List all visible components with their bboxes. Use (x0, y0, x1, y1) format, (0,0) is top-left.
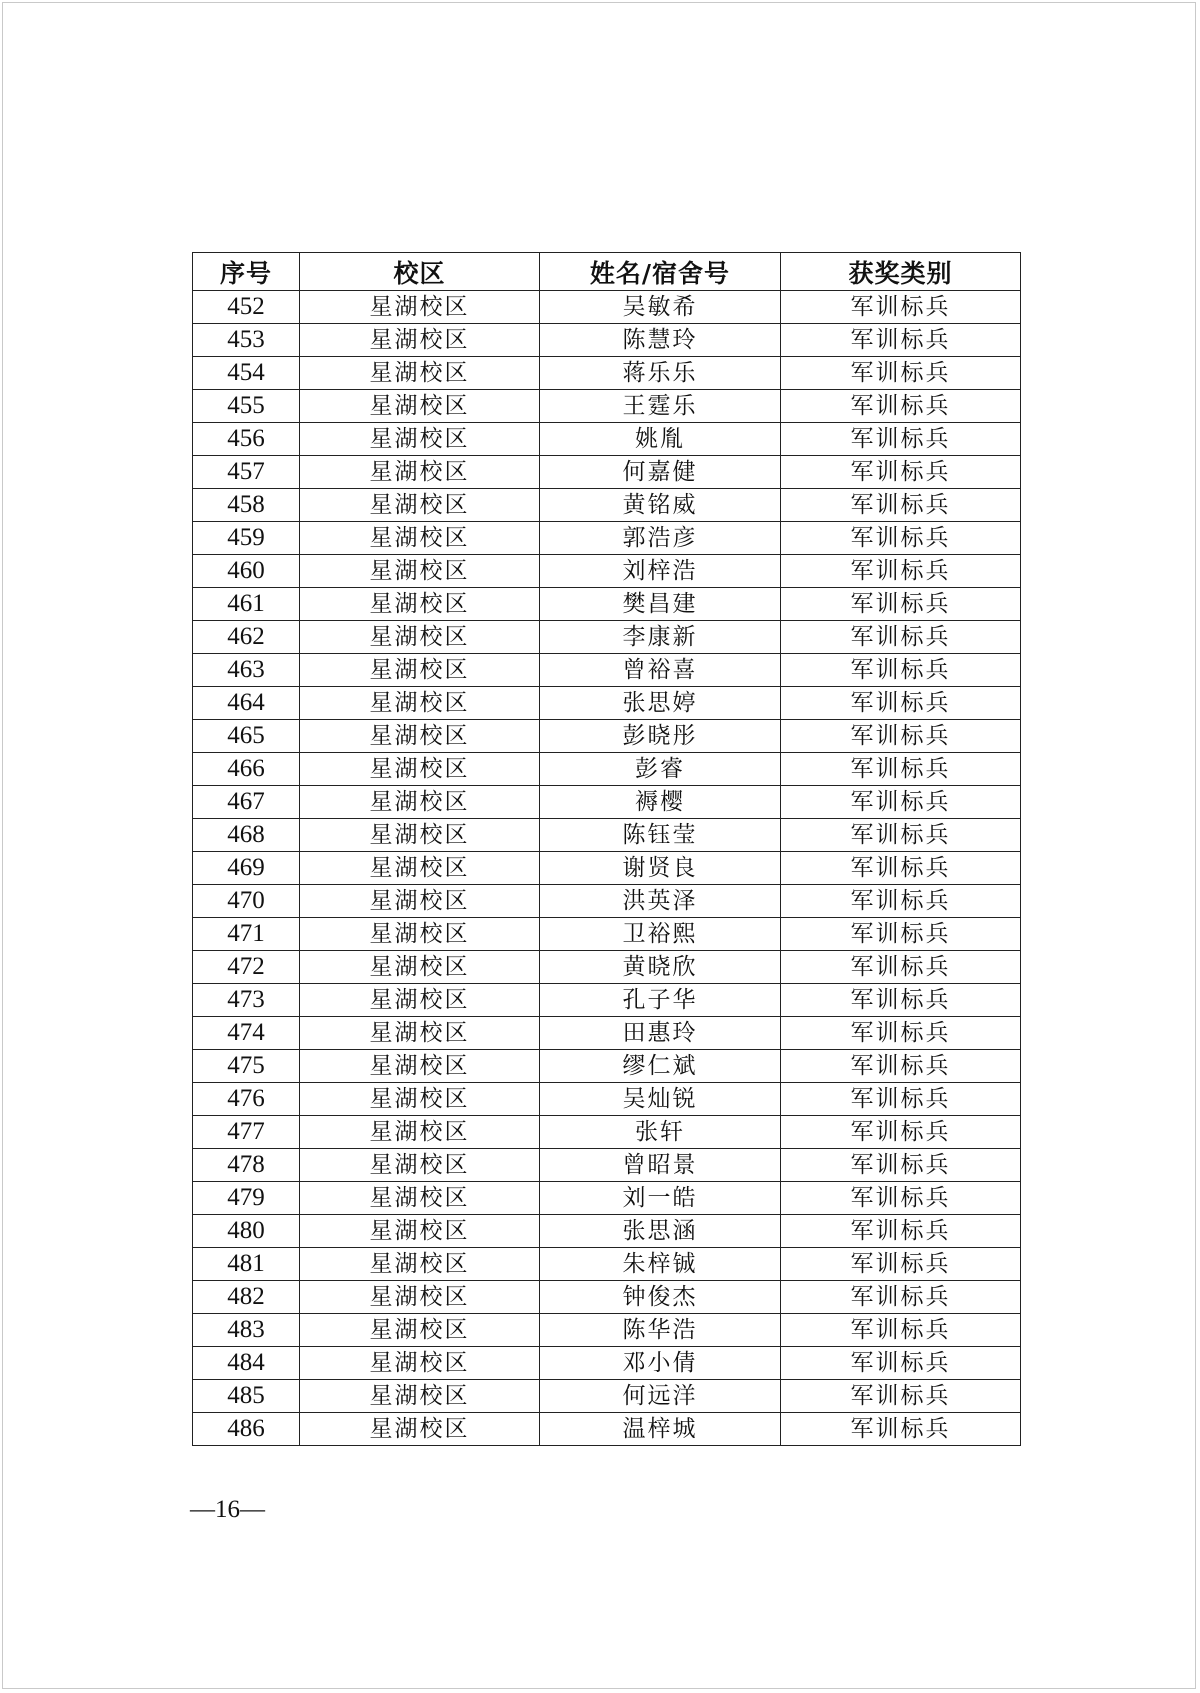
cell-campus: 星湖校区 (300, 621, 540, 654)
table-row (193, 918, 1021, 951)
cell-name: 缪仁斌 (540, 1050, 781, 1083)
header-row (193, 253, 1021, 291)
cell-award: 军训标兵 (781, 1347, 1021, 1380)
cell-campus: 星湖校区 (300, 456, 540, 489)
cell-name: 王霆乐 (540, 390, 781, 423)
cell-campus: 星湖校区 (300, 489, 540, 522)
table-row (193, 720, 1021, 753)
cell-name: 田惠玲 (540, 1017, 781, 1050)
cell-award: 军训标兵 (781, 1248, 1021, 1281)
cell-campus: 星湖校区 (300, 1347, 540, 1380)
cell-name: 何远洋 (540, 1380, 781, 1413)
cell-name: 黄铭威 (540, 489, 781, 522)
cell-campus: 星湖校区 (300, 753, 540, 786)
cell-name: 邓小倩 (540, 1347, 781, 1380)
cell-campus: 星湖校区 (300, 1248, 540, 1281)
cell-campus: 星湖校区 (300, 1116, 540, 1149)
cell-name: 陈钰莹 (540, 819, 781, 852)
cell-index: 454 (193, 357, 300, 390)
cell-name: 彭睿 (540, 753, 781, 786)
cell-campus: 星湖校区 (300, 720, 540, 753)
cell-award: 军训标兵 (781, 489, 1021, 522)
cell-award: 军训标兵 (781, 522, 1021, 555)
cell-campus: 星湖校区 (300, 555, 540, 588)
cell-campus: 星湖校区 (300, 1050, 540, 1083)
table-row (193, 654, 1021, 687)
table-row (193, 1314, 1021, 1347)
table-row (193, 819, 1021, 852)
cell-campus: 星湖校区 (300, 390, 540, 423)
cell-campus: 星湖校区 (300, 918, 540, 951)
cell-campus: 星湖校区 (300, 885, 540, 918)
cell-index: 466 (193, 753, 300, 786)
cell-name: 蒋乐乐 (540, 357, 781, 390)
cell-award: 军训标兵 (781, 324, 1021, 357)
cell-award: 军训标兵 (781, 1149, 1021, 1182)
cell-index: 455 (193, 390, 300, 423)
cell-index: 459 (193, 522, 300, 555)
cell-award: 军训标兵 (781, 1215, 1021, 1248)
cell-index: 480 (193, 1215, 300, 1248)
cell-campus: 星湖校区 (300, 357, 540, 390)
cell-campus: 星湖校区 (300, 1281, 540, 1314)
table-row (193, 852, 1021, 885)
cell-award: 军训标兵 (781, 456, 1021, 489)
cell-award: 军训标兵 (781, 819, 1021, 852)
table-row (193, 324, 1021, 357)
cell-award: 军训标兵 (781, 357, 1021, 390)
table-row (193, 1380, 1021, 1413)
header-campus: 校区 (300, 253, 540, 291)
table-row (193, 786, 1021, 819)
cell-award: 军训标兵 (781, 687, 1021, 720)
cell-award: 军训标兵 (781, 1182, 1021, 1215)
cell-name: 陈慧玲 (540, 324, 781, 357)
table-row (193, 456, 1021, 489)
cell-campus: 星湖校区 (300, 819, 540, 852)
header-name: 姓名/宿舍号 (540, 253, 781, 291)
table-row (193, 984, 1021, 1017)
table-row (193, 687, 1021, 720)
cell-award: 军训标兵 (781, 588, 1021, 621)
table-row (193, 423, 1021, 456)
cell-campus: 星湖校区 (300, 786, 540, 819)
cell-campus: 星湖校区 (300, 588, 540, 621)
cell-index: 467 (193, 786, 300, 819)
table-body (193, 291, 1021, 1446)
table-row (193, 1248, 1021, 1281)
cell-name: 李康新 (540, 621, 781, 654)
cell-award: 军训标兵 (781, 951, 1021, 984)
cell-index: 460 (193, 555, 300, 588)
table-row (193, 951, 1021, 984)
cell-campus: 星湖校区 (300, 951, 540, 984)
cell-index: 453 (193, 324, 300, 357)
table-row (193, 1116, 1021, 1149)
table-header (193, 253, 1021, 291)
cell-index: 475 (193, 1050, 300, 1083)
cell-index: 471 (193, 918, 300, 951)
cell-campus: 星湖校区 (300, 522, 540, 555)
cell-index: 483 (193, 1314, 300, 1347)
cell-campus: 星湖校区 (300, 1314, 540, 1347)
cell-award: 军训标兵 (781, 786, 1021, 819)
cell-index: 476 (193, 1083, 300, 1116)
cell-index: 485 (193, 1380, 300, 1413)
cell-campus: 星湖校区 (300, 1182, 540, 1215)
cell-name: 张思婷 (540, 687, 781, 720)
cell-name: 吴灿锐 (540, 1083, 781, 1116)
cell-name: 洪英泽 (540, 885, 781, 918)
table-row (193, 291, 1021, 324)
cell-name: 张轩 (540, 1116, 781, 1149)
cell-campus: 星湖校区 (300, 291, 540, 324)
cell-index: 478 (193, 1149, 300, 1182)
table-row (193, 1215, 1021, 1248)
cell-award: 军训标兵 (781, 654, 1021, 687)
cell-name: 郭浩彦 (540, 522, 781, 555)
cell-index: 452 (193, 291, 300, 324)
cell-index: 469 (193, 852, 300, 885)
cell-name: 姚胤 (540, 423, 781, 456)
table-row (193, 555, 1021, 588)
table-row (193, 1281, 1021, 1314)
cell-award: 军训标兵 (781, 984, 1021, 1017)
cell-award: 军训标兵 (781, 1083, 1021, 1116)
cell-award: 军训标兵 (781, 1413, 1021, 1446)
table-row (193, 1182, 1021, 1215)
cell-name: 彭晓彤 (540, 720, 781, 753)
award-list-table (192, 252, 1021, 1446)
cell-award: 军训标兵 (781, 1116, 1021, 1149)
cell-name: 刘一皓 (540, 1182, 781, 1215)
header-award: 获奖类别 (781, 253, 1021, 291)
cell-index: 481 (193, 1248, 300, 1281)
table-row (193, 1347, 1021, 1380)
table-row (193, 1050, 1021, 1083)
cell-index: 474 (193, 1017, 300, 1050)
cell-name: 温梓城 (540, 1413, 781, 1446)
table-row (193, 1083, 1021, 1116)
cell-name: 孔子华 (540, 984, 781, 1017)
header-index: 序号 (193, 253, 300, 291)
cell-campus: 星湖校区 (300, 1017, 540, 1050)
cell-index: 457 (193, 456, 300, 489)
cell-name: 曾裕喜 (540, 654, 781, 687)
cell-name: 陈华浩 (540, 1314, 781, 1347)
cell-name: 朱梓铖 (540, 1248, 781, 1281)
table-row (193, 1149, 1021, 1182)
table-row (193, 357, 1021, 390)
cell-index: 473 (193, 984, 300, 1017)
cell-award: 军训标兵 (781, 555, 1021, 588)
cell-award: 军训标兵 (781, 918, 1021, 951)
page-number: —16— (190, 1496, 265, 1523)
cell-award: 军训标兵 (781, 390, 1021, 423)
cell-award: 军训标兵 (781, 621, 1021, 654)
cell-name: 褥樱 (540, 786, 781, 819)
cell-name: 刘梓浩 (540, 555, 781, 588)
cell-award: 军训标兵 (781, 1380, 1021, 1413)
cell-campus: 星湖校区 (300, 687, 540, 720)
cell-award: 军训标兵 (781, 852, 1021, 885)
cell-index: 484 (193, 1347, 300, 1380)
cell-award: 军训标兵 (781, 753, 1021, 786)
cell-name: 谢贤良 (540, 852, 781, 885)
table-row (193, 390, 1021, 423)
table-row (193, 489, 1021, 522)
cell-award: 军训标兵 (781, 291, 1021, 324)
cell-index: 463 (193, 654, 300, 687)
table-row (193, 588, 1021, 621)
cell-award: 军训标兵 (781, 1050, 1021, 1083)
cell-index: 464 (193, 687, 300, 720)
cell-name: 黄晓欣 (540, 951, 781, 984)
cell-award: 军训标兵 (781, 423, 1021, 456)
table-row (193, 1017, 1021, 1050)
table-row (193, 621, 1021, 654)
cell-campus: 星湖校区 (300, 984, 540, 1017)
cell-index: 472 (193, 951, 300, 984)
cell-index: 479 (193, 1182, 300, 1215)
cell-index: 482 (193, 1281, 300, 1314)
cell-index: 456 (193, 423, 300, 456)
cell-name: 樊昌建 (540, 588, 781, 621)
cell-campus: 星湖校区 (300, 654, 540, 687)
table-row (193, 1413, 1021, 1446)
cell-campus: 星湖校区 (300, 1149, 540, 1182)
cell-award: 军训标兵 (781, 720, 1021, 753)
cell-campus: 星湖校区 (300, 1380, 540, 1413)
cell-campus: 星湖校区 (300, 423, 540, 456)
table-row (193, 753, 1021, 786)
cell-index: 477 (193, 1116, 300, 1149)
cell-campus: 星湖校区 (300, 852, 540, 885)
cell-name: 曾昭景 (540, 1149, 781, 1182)
cell-name: 吴敏希 (540, 291, 781, 324)
cell-index: 470 (193, 885, 300, 918)
cell-award: 军训标兵 (781, 1017, 1021, 1050)
table-row (193, 885, 1021, 918)
cell-index: 468 (193, 819, 300, 852)
cell-campus: 星湖校区 (300, 1215, 540, 1248)
cell-award: 军训标兵 (781, 885, 1021, 918)
cell-campus: 星湖校区 (300, 324, 540, 357)
cell-award: 军训标兵 (781, 1314, 1021, 1347)
cell-award: 军训标兵 (781, 1281, 1021, 1314)
cell-index: 486 (193, 1413, 300, 1446)
cell-index: 461 (193, 588, 300, 621)
cell-campus: 星湖校区 (300, 1413, 540, 1446)
cell-index: 465 (193, 720, 300, 753)
cell-name: 卫裕熙 (540, 918, 781, 951)
table-row (193, 522, 1021, 555)
cell-name: 张思涵 (540, 1215, 781, 1248)
cell-name: 钟俊杰 (540, 1281, 781, 1314)
cell-campus: 星湖校区 (300, 1083, 540, 1116)
cell-index: 458 (193, 489, 300, 522)
cell-name: 何嘉健 (540, 456, 781, 489)
cell-index: 462 (193, 621, 300, 654)
